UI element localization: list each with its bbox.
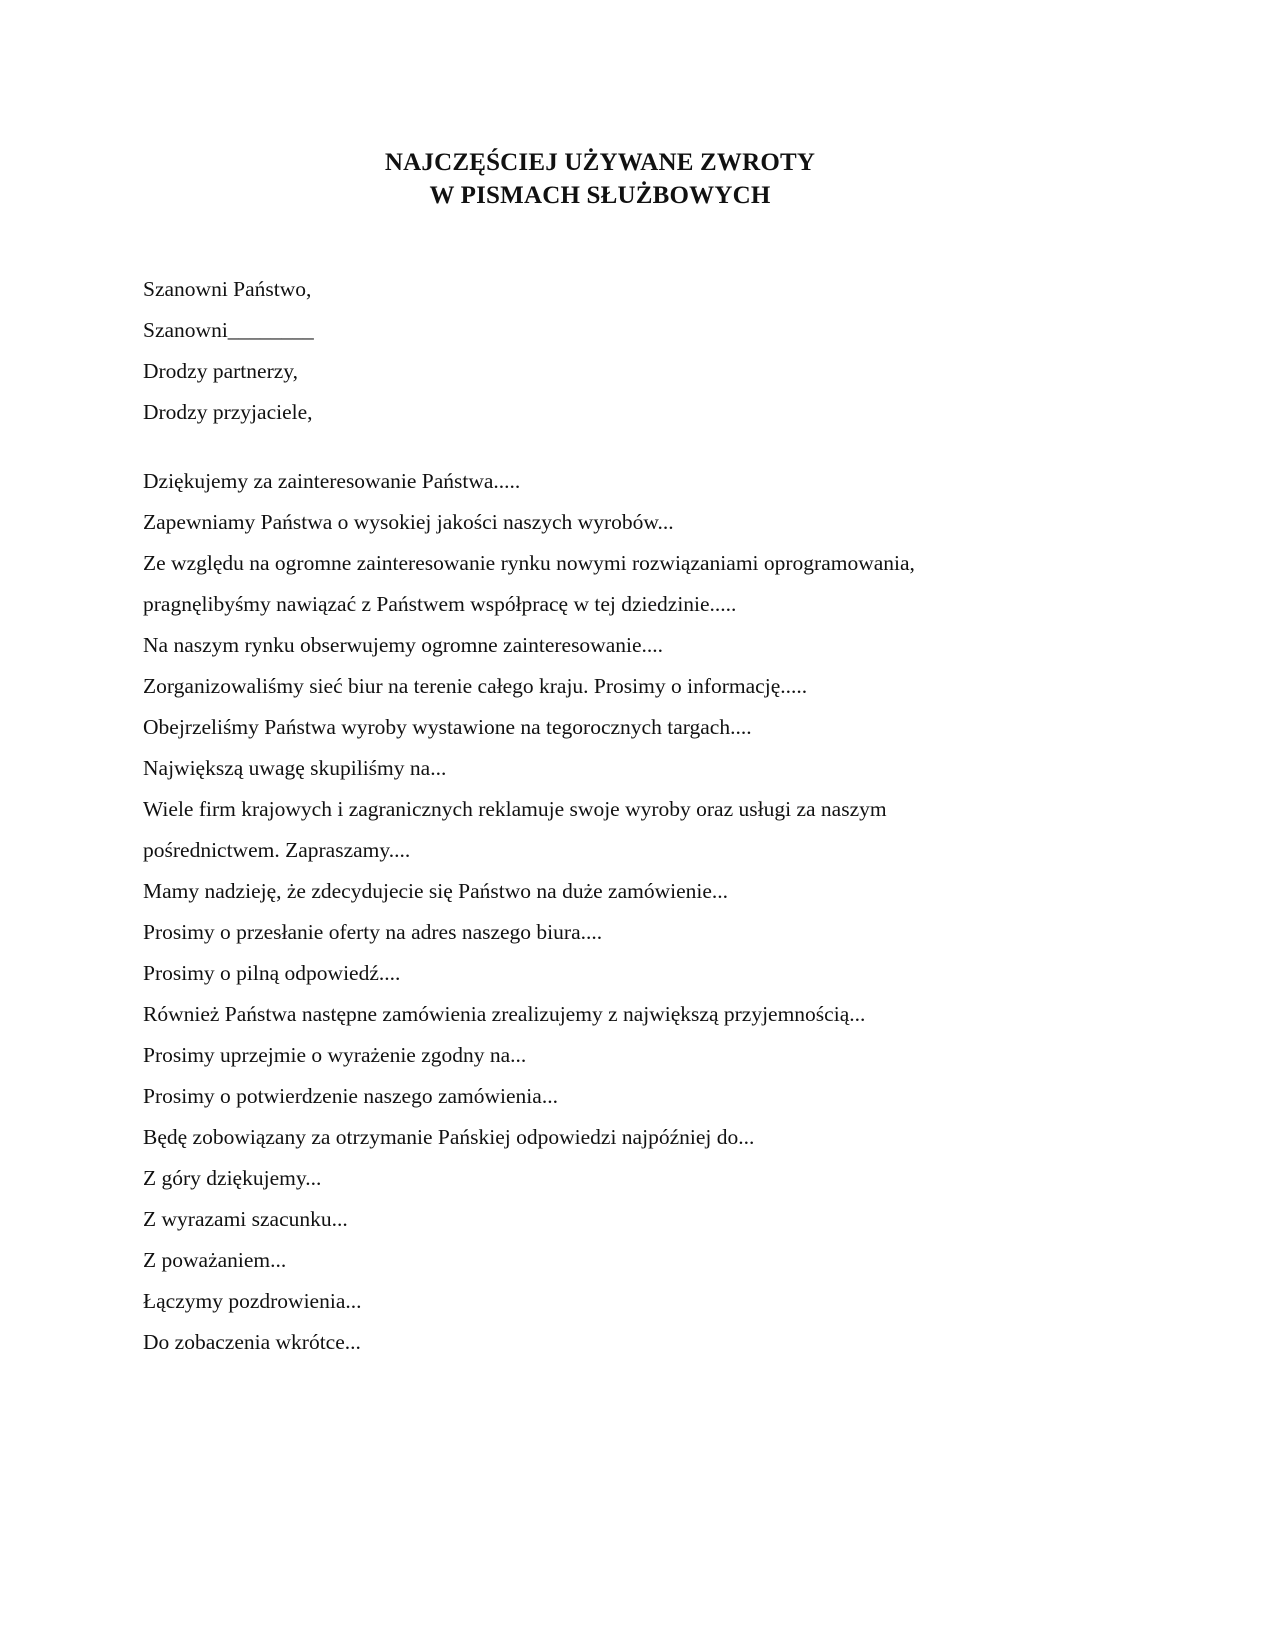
- phrase-line: Zapewniamy Państwa o wysokiej jakości naszych wyrobów...: [143, 510, 674, 534]
- greeting-line: Drodzy przyjaciele,: [143, 400, 313, 424]
- phrase-line: Prosimy o przesłanie oferty na adres naszego biura....: [143, 920, 603, 944]
- phrase-line: pragnęlibyśmy nawiązać z Państwem współpracę w tej dziedzinie.....: [143, 592, 737, 616]
- phrase-line: Z góry dziękujemy...: [143, 1166, 322, 1190]
- phrase-line: Prosimy o potwierdzenie naszego zamówienia...: [143, 1084, 558, 1108]
- title-line-2: W PISMACH SŁUŻBOWYCH: [429, 182, 771, 209]
- phrase-line: Wiele firm krajowych i zagranicznych reklamuje swoje wyroby oraz usługi za naszym: [143, 797, 887, 821]
- phrase-line: Ze względu na ogromne zainteresowanie rynku nowymi rozwiązaniami oprogramowania,: [143, 551, 915, 575]
- phrase-line: Prosimy o pilną odpowiedź....: [143, 961, 401, 985]
- greeting-line: Szanowni________: [143, 318, 314, 342]
- greeting-line: Szanowni Państwo,: [143, 277, 312, 301]
- phrase-line: Do zobaczenia wkrótce...: [143, 1330, 361, 1354]
- phrase-line: Dziękujemy za zainteresowanie Państwa.....: [143, 469, 521, 493]
- document-title: [0, 146, 1200, 212]
- greetings-list: [143, 269, 1203, 433]
- phrase-line: Obejrzeliśmy Państwa wyroby wystawione na tegorocznych targach....: [143, 715, 752, 739]
- phrase-line: Z wyrazami szacunku...: [143, 1207, 348, 1231]
- phrase-line: Zorganizowaliśmy sieć biur na terenie całego kraju. Prosimy o informację.....: [143, 674, 808, 698]
- phrase-line: Również Państwa następne zamówienia zrealizujemy z największą przyjemnością...: [143, 1002, 866, 1026]
- phrase-line: Będę zobowiązany za otrzymanie Pańskiej odpowiedzi najpóźniej do...: [143, 1125, 755, 1149]
- phrases-list: [143, 461, 1203, 1363]
- phrase-line: Z poważaniem...: [143, 1248, 287, 1272]
- phrase-line: pośrednictwem. Zapraszamy....: [143, 838, 411, 862]
- phrase-line: Mamy nadzieję, że zdecydujecie się Państwo na duże zamówienie...: [143, 879, 729, 903]
- phrase-line: Na naszym rynku obserwujemy ogromne zainteresowanie....: [143, 633, 664, 657]
- greeting-line: Drodzy partnerzy,: [143, 359, 299, 383]
- phrase-line: Największą uwagę skupiliśmy na...: [143, 756, 447, 780]
- title-line-1: NAJCZĘŚCIEJ UŻYWANE ZWROTY: [384, 149, 816, 176]
- phrase-line: Łączymy pozdrowienia...: [143, 1289, 362, 1313]
- phrase-line: Prosimy uprzejmie o wyrażenie zgodny na...: [143, 1043, 527, 1067]
